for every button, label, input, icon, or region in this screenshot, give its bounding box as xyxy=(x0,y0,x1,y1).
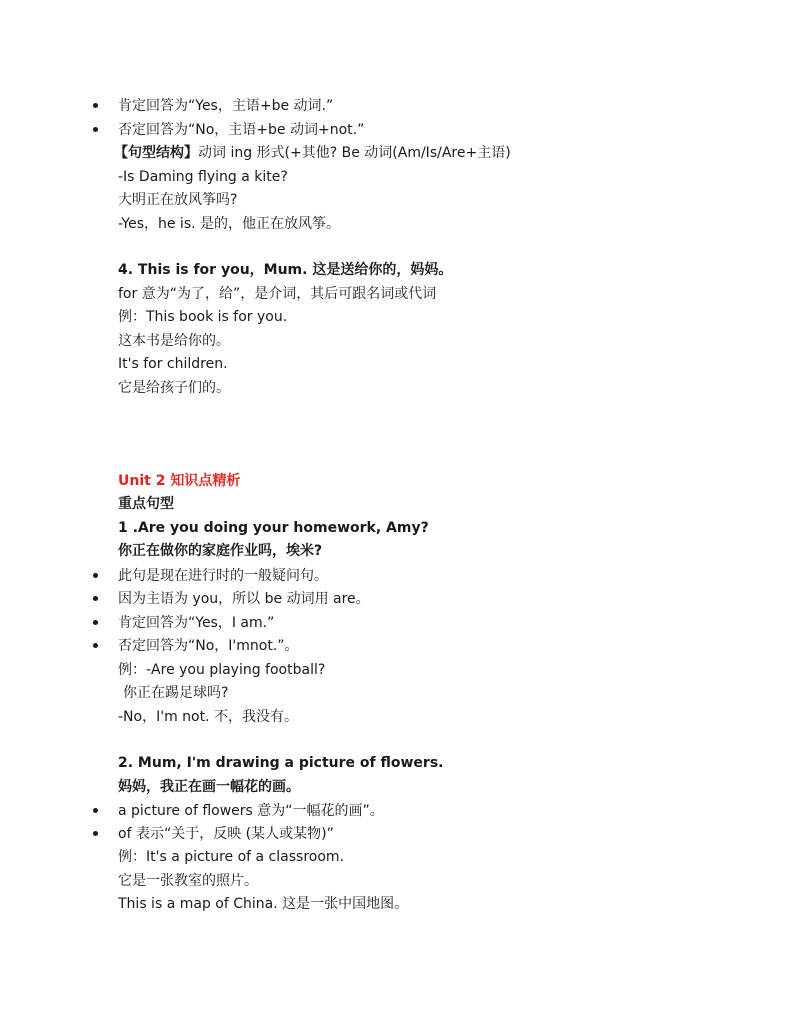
sentence-structure-text: 动词 ing 形式(+其他? Be 动词(Am/Is/Are+主语) xyxy=(198,145,511,161)
for-example-2: It's for children. xyxy=(118,356,228,372)
s1-bullet-3: 肯定回答为“Yes，I am.” xyxy=(118,615,275,631)
s2-example-2: This is a map of China. 这是一张中国地图。 xyxy=(118,896,409,912)
bullet-dot xyxy=(93,808,98,813)
s1-bullet-4: 否定回答为“No，I'mnot.”。 xyxy=(118,638,299,654)
for-example-1-translation: 这本书是给你的。 xyxy=(118,333,230,349)
bullet-dot xyxy=(93,573,98,578)
example-question: -Is Daming flying a kite? xyxy=(118,169,288,185)
s2-bullet-1: a picture of flowers 意为“一幅花的画”。 xyxy=(118,803,384,819)
unit-2-title: Unit 2 知识点精析 xyxy=(118,473,241,489)
for-example-2-translation: 它是给孩子们的。 xyxy=(118,380,230,396)
sentence-structure-line xyxy=(114,143,511,163)
bullet-dot xyxy=(93,831,98,836)
key-sentences-subtitle: 重点句型 xyxy=(118,496,174,512)
s1-example-question: 例：-Are you playing football? xyxy=(118,662,326,678)
s1-bullet-1: 此句是现在进行时的一般疑问句。 xyxy=(118,568,328,584)
s2-example-1: 例：It's a picture of a classroom. xyxy=(118,849,344,865)
sentence-2-english: 2. Mum, I'm drawing a picture of flowers. xyxy=(118,755,444,771)
sentence-structure-label: 【句型结构】 xyxy=(114,145,198,161)
bullet-dot xyxy=(93,127,98,132)
s1-bullet-2: 因为主语为 you，所以 be 动词用 are。 xyxy=(118,591,370,607)
for-example-1: 例：This book is for you. xyxy=(118,309,288,325)
for-explanation: for 意为“为了，给”，是介词，其后可跟名词或代词 xyxy=(118,286,437,302)
section-4-heading: 4. This is for you，Mum. 这是送给你的，妈妈。 xyxy=(118,262,453,278)
s2-example-1-translation: 它是一张教室的照片。 xyxy=(118,873,258,889)
bullet-negative-answer: 否定回答为“No，主语+be 动词+not.” xyxy=(118,122,365,138)
sentence-1-english: 1 .Are you doing your homework, Amy? xyxy=(118,520,429,536)
sentence-2-chinese: 妈妈，我正在画一幅花的画。 xyxy=(118,779,300,795)
s1-example-answer: -No，I'm not. 不，我没有。 xyxy=(118,709,298,725)
s2-bullet-2: of 表示“关于，反映 (某人或某物)” xyxy=(118,826,334,842)
s1-example-question-translation: 你正在踢足球吗? xyxy=(123,685,229,701)
bullet-dot xyxy=(93,620,98,625)
bullet-dot xyxy=(93,596,98,601)
bullet-dot xyxy=(93,643,98,648)
bullet-affirmative-answer: 肯定回答为“Yes，主语+be 动词.” xyxy=(118,98,334,114)
sentence-1-chinese: 你正在做你的家庭作业吗，埃米? xyxy=(118,543,323,559)
example-question-translation: 大明正在放风筝吗? xyxy=(118,192,238,208)
bullet-dot xyxy=(93,103,98,108)
example-answer: -Yes，he is. 是的，他正在放风筝。 xyxy=(118,216,341,232)
